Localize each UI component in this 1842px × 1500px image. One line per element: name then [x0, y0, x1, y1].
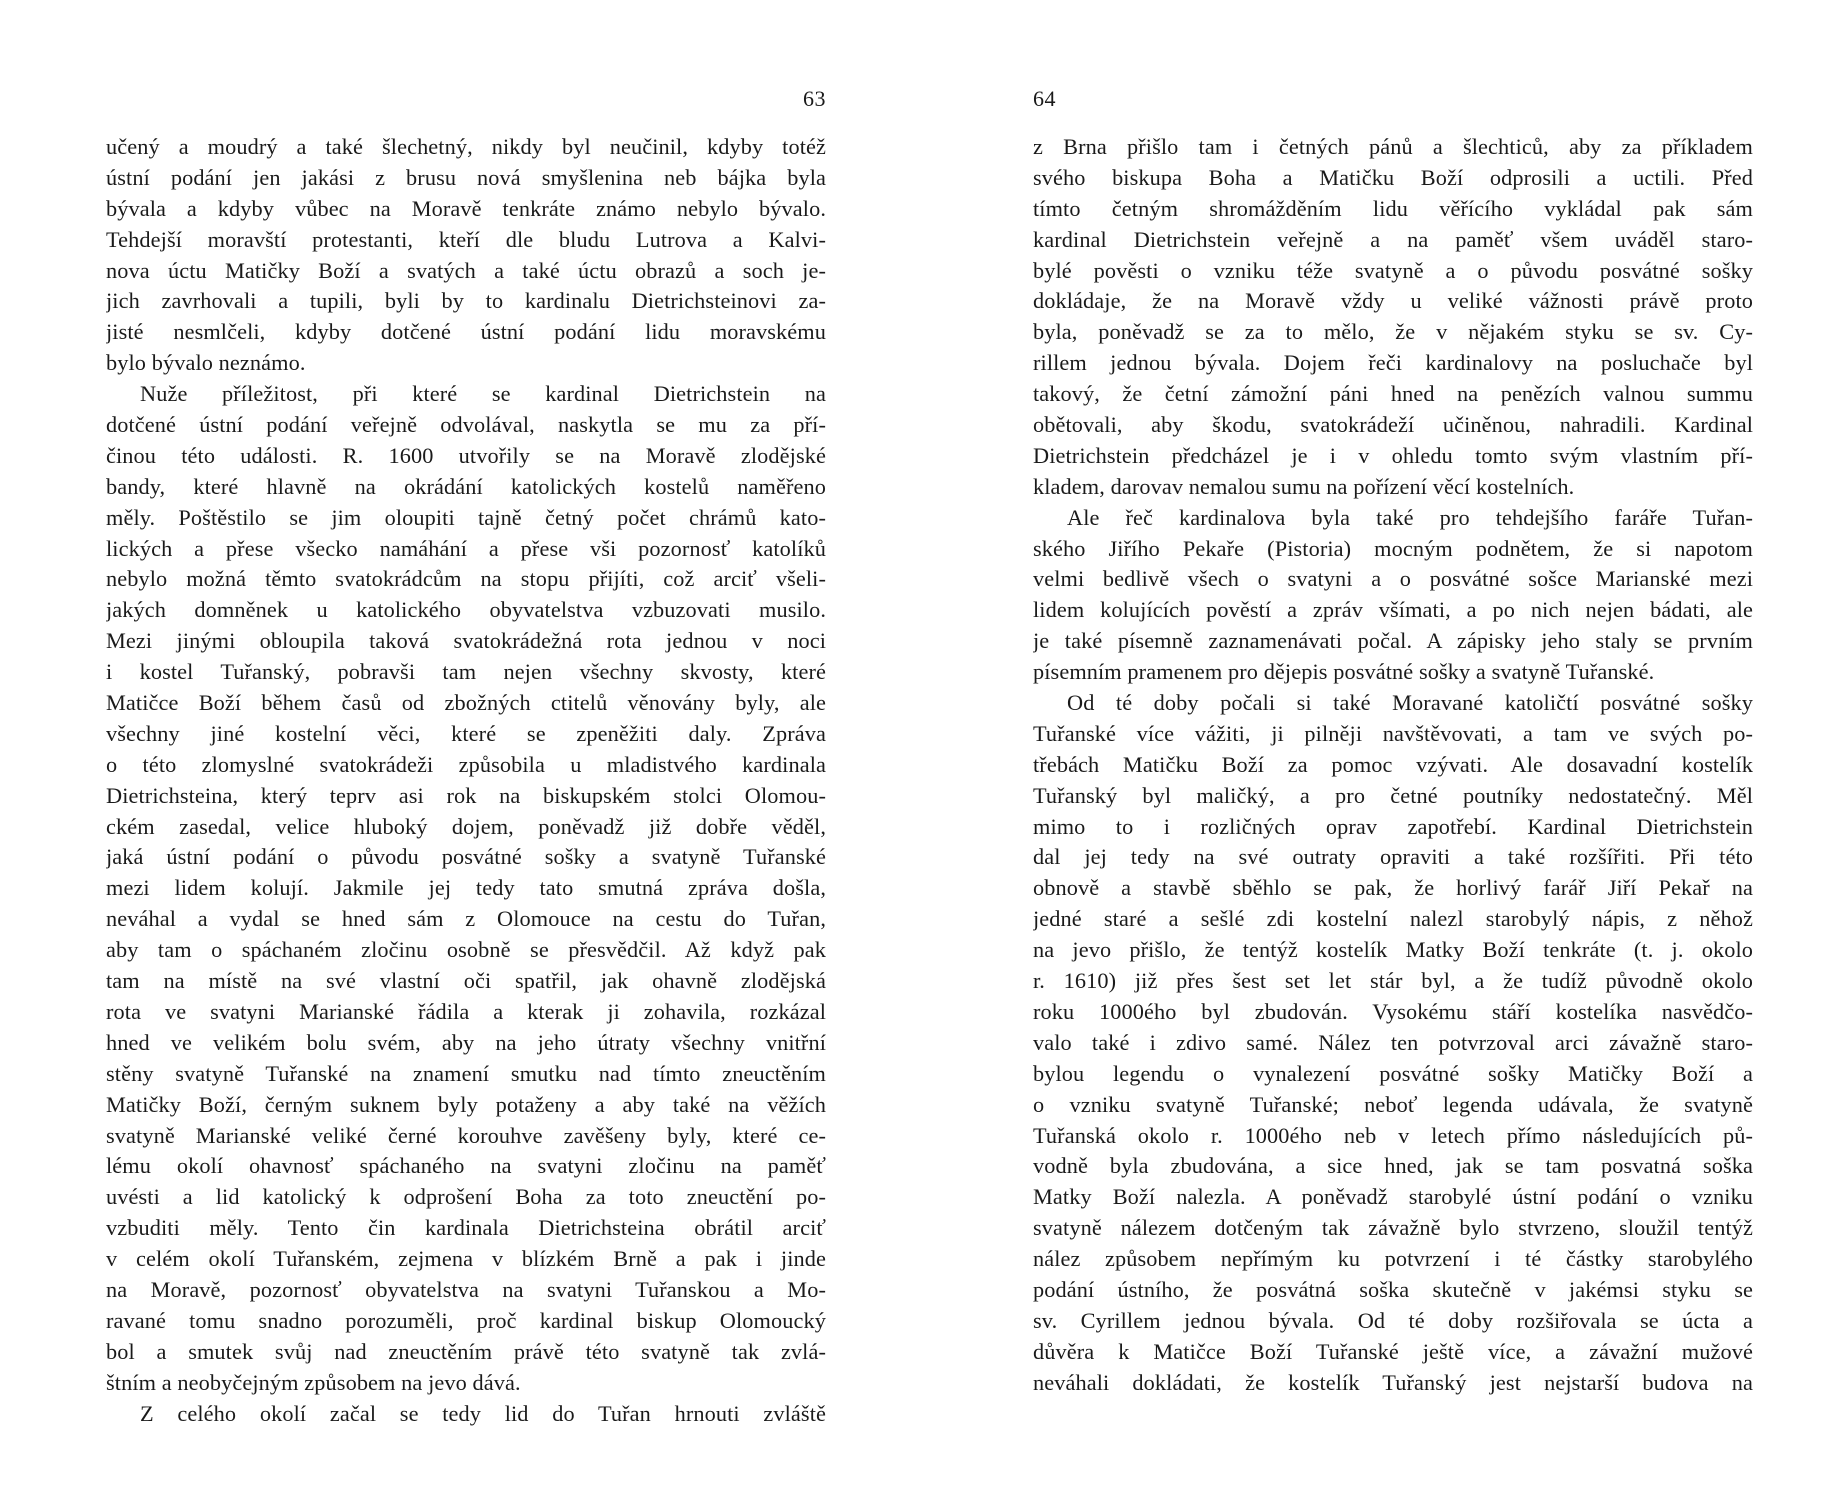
paragraph: [106, 1399, 826, 1430]
right-page: [1033, 84, 1753, 1399]
text-line: na jevo přišlo, že tentýž kostelík Matky Boží tenkráte (t. j. okolo: [1033, 937, 1753, 963]
text-line: stěny svatyně Tuřanské na znamení smutku nad tímto zneuctěním: [106, 1060, 826, 1086]
text-line: v celém okolí Tuřanském, zejmena v blízkém Brně a pak i jinde: [106, 1246, 826, 1272]
text-line: o této zlomyslné svatokrádeži způsobila u mladistvého kardinala: [106, 751, 826, 777]
text-line: i kostel Tuřanský, pobravši tam nejen všechny skvosty, které: [106, 659, 826, 685]
text-line: nova úctu Matičky Boží a svatých a také úctu obrazů a soch je-: [106, 257, 826, 283]
text-line: Z celého okolí začal se tedy lid do Tuřan hrnouti zvláště: [140, 1400, 826, 1426]
text-line: jaká ústní podání o původu posvátné sošky a svatyně Tuřanské: [106, 844, 826, 870]
paragraph: [1033, 688, 1753, 1398]
text-line: ského Jiřího Pekaře (Pistoria) mocným podnětem, že si napotom: [1033, 535, 1753, 561]
page-text: [1033, 132, 1753, 1399]
text-line: písemním pramenem pro dějepis posvátné sošky a svatyně Tuřanské.: [1033, 659, 1655, 685]
text-line: kladem, darovav nemalou sumu na pořízení věcí kostelních.: [1033, 473, 1575, 499]
text-line: aby tam o spáchaném zločinu osobně se přesvědčil. Až když pak: [106, 937, 826, 963]
text-line: tam na místě na své vlastní oči spatřil, jak ohavně zlodějská: [106, 968, 826, 994]
text-line: Ale řeč kardinalova byla také pro tehdejšího faráře Tuřan-: [1067, 504, 1753, 530]
text-line: nebylo možná těmto svatokrádcům na stopu přijíti, což arciť všeli-: [106, 566, 826, 592]
text-line: tímto četným shromážděním lidu věřícího vykládal pak sám: [1033, 195, 1753, 221]
text-line: hned ve velikém bolu svém, aby na jeho útraty všechny vnitřní: [106, 1029, 826, 1055]
text-line: r. 1610) již přes šest set let stár byl, a že tudíž původně okolo: [1033, 968, 1753, 994]
text-line: Tuřanský byl maličký, a pro četné poutníky nedostatečný. Měl: [1033, 782, 1753, 808]
text-line: svatyně nálezem dotčeným tak závažně bylo stvrzeno, sloužil tentýž: [1033, 1215, 1753, 1241]
text-line: bylou legendu o vynalezení posvátné sošky Matičky Boží a: [1033, 1060, 1753, 1086]
text-line: mimo to i rozličných oprav zapotřebí. Kardinal Dietrichstein: [1033, 813, 1753, 839]
text-line: Tuřanská okolo r. 1000ého neb v letech přímo následujících pů-: [1033, 1122, 1753, 1148]
text-line: činou této události. R. 1600 utvořily se na Moravě zlodějské: [106, 442, 826, 468]
left-page: [106, 84, 826, 1429]
text-line: ravané tomu snadno porozuměli, proč kardinal biskup Olomoucký: [106, 1307, 826, 1333]
text-line: Dietrichsteina, který teprv asi rok na biskupském stolci Olomou-: [106, 782, 826, 808]
text-line: mezi lidem kolují. Jakmile jej tedy tato smutná zpráva došla,: [106, 875, 826, 901]
text-line: lému okolí ohavnosť spáchaného na svatyni zločinu na paměť: [106, 1153, 826, 1179]
text-line: jedné staré a sešlé zdi kostelní nalezl starobylý nápis, z něhož: [1033, 906, 1753, 932]
text-line: jisté nesmlčeli, kdyby dotčené ústní podání lidu moravskému: [106, 319, 826, 345]
text-line: bývala a kdyby vůbec na Moravě tenkráte známo nebylo bývalo.: [106, 195, 826, 221]
text-line: Nuže příležitost, při které se kardinal Dietrichstein na: [140, 381, 826, 407]
text-line: kardinal Dietrichstein veřejně a na paměť všem uváděl staro-: [1033, 226, 1753, 252]
text-line: dal jej tedy na své outraty opraviti a také rozšířiti. Při této: [1033, 844, 1753, 870]
text-line: bol a smutek svůj nad zneuctěním právě této svatyně tak zvlá-: [106, 1338, 826, 1364]
text-line: na Moravě, pozornosť obyvatelstva na svatyni Tuřanskou a Mo-: [106, 1276, 826, 1302]
text-line: bylo bývalo neznámo.: [106, 350, 306, 376]
text-line: Mezi jinými obloupila taková svatokrádežná rota jednou v noci: [106, 628, 826, 654]
text-line: lických a přese všecko namáhání a přese vši pozornosť katolíků: [106, 535, 826, 561]
text-line: Matičky Boží, černým suknem byly potaženy a aby také na věžích: [106, 1091, 826, 1117]
text-line: ústní podání jen jakási z brusu nová smyšlenina neb bájka byla: [106, 164, 826, 190]
text-line: Tehdejší moravští protestanti, kteří dle bludu Lutrova a Kalvi-: [106, 226, 826, 252]
page-text: [106, 132, 826, 1429]
text-line: dokládaje, že na Moravě vždy u veliké vážnosti právě proto: [1033, 288, 1753, 314]
text-line: vodně byla zbudována, a sice hned, jak se tam posvatná soška: [1033, 1153, 1753, 1179]
text-line: svatyně Marianské veliké černé korouhve zavěšeny byly, které ce-: [106, 1122, 826, 1148]
text-line: takový, že četní zámožní páni hned na penězích valnou summu: [1033, 381, 1753, 407]
text-line: učený a moudrý a také šlechetný, nikdy byl neučinil, kdyby totéž: [106, 134, 826, 159]
text-line: podání ústního, že posvátná soška skutečně v jakémsi styku se: [1033, 1276, 1753, 1302]
page-number: 63: [803, 86, 826, 111]
text-line: Matičce Boží během časů od zbožných ctitelů věnovány byly, ale: [106, 690, 826, 716]
text-line: všechny jiné kostelní věci, které se zpeněžiti daly. Zpráva: [106, 720, 826, 746]
text-line: z Brna přišlo tam i četných pánů a šlechticů, aby za příkladem: [1033, 134, 1753, 159]
text-line: uvésti a lid katolický k odprošení Boha za toto zneuctění po-: [106, 1184, 826, 1210]
text-line: svého biskupa Boha a Matičku Boží odprosili a uctili. Před: [1033, 164, 1753, 190]
text-line: sv. Cyrillem jednou bývala. Od té doby rozšiřovala se úcta a: [1033, 1307, 1753, 1333]
text-line: ckém zasedal, velice hluboký dojem, poněvadž již dobře věděl,: [106, 813, 826, 839]
text-line: obnově a stavbě sběhlo se pak, že horlivý farář Jiří Pekař na: [1033, 875, 1753, 901]
text-line: důvěra k Matičce Boží Tuřanské ještě více, a závažní mužové: [1033, 1338, 1753, 1364]
text-line: štním a neobyčejným způsobem na jevo dává.: [106, 1369, 521, 1395]
text-line: rota ve svatyni Marianské řádila a kterak ji zohavila, rozkázal: [106, 998, 826, 1024]
paragraph: [1033, 503, 1753, 688]
text-line: Dietrichstein předcházel je i v ohledu tomto svým vlastním pří-: [1033, 442, 1753, 468]
text-line: neváhal a vydal se hned sám z Olomouce na cestu do Tuřan,: [106, 906, 826, 932]
text-line: velmi bedlivě všech o svatyni a o posvátné sošce Marianské mezi: [1033, 566, 1753, 592]
text-line: jakých domněnek u katolického obyvatelstva vzbuzovati musilo.: [106, 597, 826, 623]
text-line: třebách Matičku Boží za pomoc vzývati. Ale dosavadní kostelík: [1033, 751, 1753, 777]
text-line: nález způsobem nepřímým ku potvrzení i té částky starobylého: [1033, 1246, 1753, 1272]
paragraph: [1033, 132, 1753, 503]
text-line: měly. Poštěstilo se jim oloupiti tajně četný počet chrámů kato-: [106, 504, 826, 530]
text-line: lidem kolujících pověstí a zpráv všímati, a po nich nejen bádati, ale: [1033, 597, 1753, 623]
text-line: rillem jednou bývala. Dojem řeči kardinalovy na posluchače byl: [1033, 350, 1753, 376]
text-line: vzbuditi měly. Tento čin kardinala Dietrichsteina obrátil arciť: [106, 1215, 826, 1241]
paragraph: [106, 132, 826, 379]
text-line: Od té doby počali si také Moravané katoličtí posvátné sošky: [1067, 690, 1753, 716]
text-line: valo také i zdivo samé. Nález ten potvrzoval arci závažně staro-: [1033, 1029, 1753, 1055]
text-line: dotčené ústní podání veřejně odvolával, naskytla se mu za pří-: [106, 412, 826, 438]
text-line: je také písemně zaznamenávati počal. A zápisky jeho staly se prvním: [1033, 628, 1753, 654]
text-line: o vzniku svatyně Tuřanské; neboť legenda udávala, že svatyně: [1033, 1091, 1753, 1117]
text-line: Tuřanské více vážiti, ji pilněji navštěvovati, a tam ve svých po-: [1033, 720, 1753, 746]
text-line: bylé pověsti o vzniku téže svatyně a o původu posvátné sošky: [1033, 257, 1753, 283]
text-line: jich zavrhovali a tupili, byli by to kardinalu Dietrichsteinovi za-: [106, 288, 826, 314]
text-line: Matky Boží nalezla. A poněvadž starobylé ústní podání o vzniku: [1033, 1184, 1753, 1210]
page-number: 64: [1033, 86, 1056, 111]
text-line: roku 1000ého byl zbudován. Vysokému stáří kostelíka nasvědčo-: [1033, 998, 1753, 1024]
text-line: obětovali, aby škodu, svatokrádeží učiněnou, nahradili. Kardinal: [1033, 412, 1753, 438]
text-line: byla, poněvadž se za to mělo, že v nějakém styku se sv. Cy-: [1033, 319, 1753, 345]
text-line: bandy, které hlavně na okrádání katolických kostelů naměřeno: [106, 473, 826, 499]
paragraph: [106, 379, 826, 1398]
text-line: neváhali dokládati, že kostelík Tuřanský jest nejstarší budova na: [1033, 1369, 1753, 1395]
